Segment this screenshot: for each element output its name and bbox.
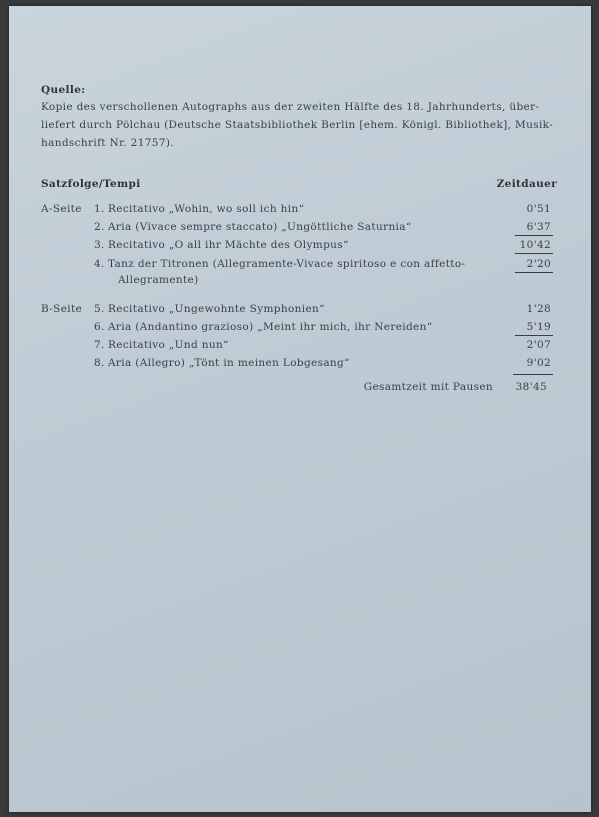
total-time-label: Gesamtzeit mit Pausen: [363, 381, 493, 393]
track-title: Aria (Andantino grazioso) „Meint ihr mich, ihr Nereiden“: [108, 321, 433, 333]
total-rule: [513, 374, 553, 375]
track-number: 8.: [94, 357, 105, 369]
duration-rule: [515, 272, 553, 273]
track-title: Recitativo „O all ihr Mächte des Olympus“: [108, 239, 349, 251]
track-duration: 2'07: [526, 339, 551, 351]
source-line-2: liefert durch Pölchau (Deutsche Staatsbibliothek Berlin [ehem. Königl. Bibliothek], Musik-: [41, 119, 554, 131]
track-duration: 0'51: [526, 203, 551, 215]
track-duration: 10'42: [519, 239, 551, 251]
duration-heading: Zeitdauer: [496, 178, 557, 190]
track-duration: 5'19: [526, 321, 551, 333]
track-number: 3.: [94, 239, 105, 251]
side-b-label: B-Seite: [41, 303, 83, 315]
track-number: 6.: [94, 321, 105, 333]
track-title-continued: Allegramente): [118, 274, 199, 286]
track-duration: 6'37: [526, 221, 551, 233]
track-number: 4.: [94, 258, 105, 270]
track-title: Aria (Vivace sempre staccato) „Ungöttliche Saturnia“: [108, 221, 412, 233]
duration-rule: [515, 235, 553, 236]
source-heading: Quelle:: [41, 84, 86, 96]
track-number: 1.: [94, 203, 105, 215]
side-a-label: A-Seite: [41, 203, 82, 215]
track-duration: 1'28: [526, 303, 551, 315]
source-line-3: handschrift Nr. 21757).: [41, 137, 174, 149]
track-title: Aria (Allegro) „Tönt in meinen Lobgesang“: [108, 357, 350, 369]
track-number: 7.: [94, 339, 105, 351]
track-number: 5.: [94, 303, 105, 315]
track-title: Tanz der Titronen (Allegramente-Vivace spiritoso e con affetto-: [108, 258, 466, 270]
track-title: Recitativo „Wohin, wo soll ich hin“: [108, 203, 305, 215]
total-time-value: 38'45: [515, 381, 547, 393]
track-title: Recitativo „Und nun“: [108, 339, 229, 351]
track-title: Recitativo „Ungewohnte Symphonien“: [108, 303, 325, 315]
track-number: 2.: [94, 221, 105, 233]
tracklist-heading: Satzfolge/Tempi: [41, 178, 141, 190]
source-line-1: Kopie des verschollenen Autographs aus der zweiten Hälfte des 18. Jahrhunderts, über-: [41, 101, 540, 113]
track-duration: 2'20: [526, 258, 551, 270]
duration-rule: [515, 253, 553, 254]
track-duration: 9'02: [526, 357, 551, 369]
duration-rule: [515, 335, 553, 336]
